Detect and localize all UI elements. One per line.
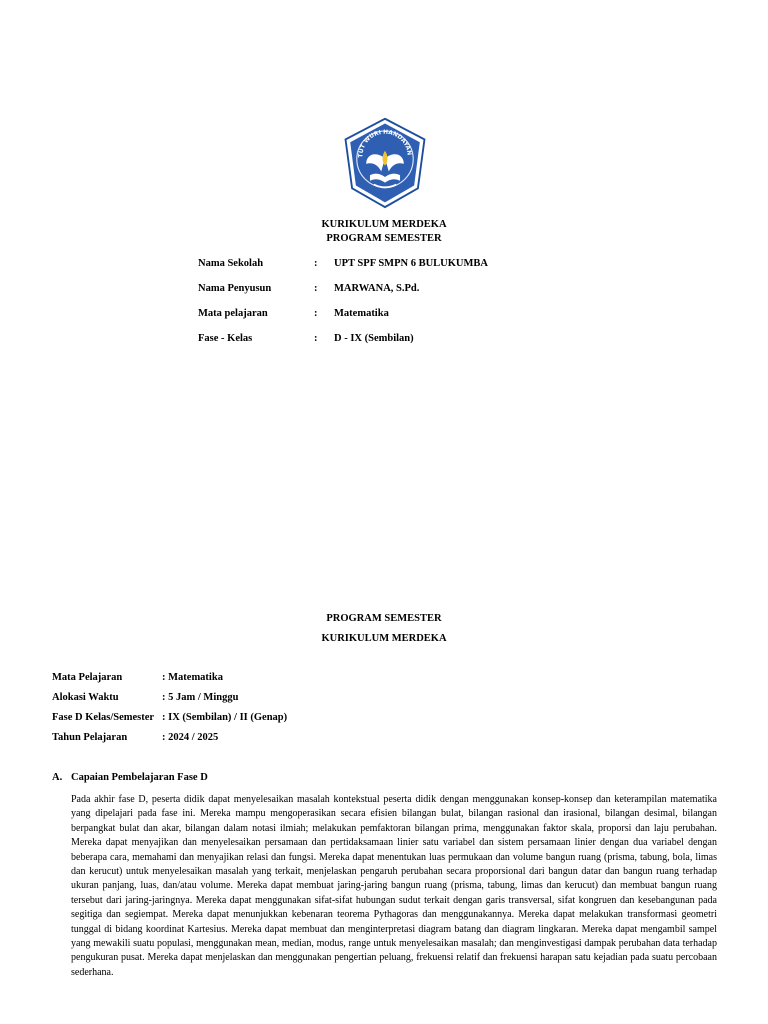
cover-row-colon: : [314, 283, 318, 294]
meta-value: : 2024 / 2025 [162, 732, 219, 743]
cover-title-line-1: KURIKULUM MERDEKA [321, 219, 447, 230]
meta-label: Alokasi Waktu [52, 692, 119, 703]
cover-row-label: Nama Sekolah [198, 258, 264, 269]
meta-value: : IX (Sembilan) / II (Genap) [162, 712, 288, 723]
cover-row-colon: : [314, 308, 318, 319]
cover-row-label: Nama Penyusun [198, 283, 272, 294]
cover-row-colon: : [314, 333, 318, 344]
meta-label: Mata Pelajaran [52, 672, 123, 683]
cover-row-value: Matematika [334, 308, 389, 319]
cover-title-line-2: PROGRAM SEMESTER [326, 233, 442, 244]
section-number: A. [52, 772, 63, 783]
doc-title-line-2: KURIKULUM MERDEKA [321, 633, 447, 644]
cover-row-label: Fase - Kelas [198, 333, 253, 344]
cover-row-value: UPT SPF SMPN 6 BULUKUMBA [334, 258, 489, 269]
meta-label: Fase D Kelas/Semester [52, 712, 155, 723]
cover-row-value: MARWANA, S.Pd. [334, 283, 420, 294]
meta-value: : Matematika [162, 672, 223, 683]
section-heading [52, 772, 208, 783]
tut-wuri-handayani-logo [338, 115, 432, 209]
cover-row-value: D - IX (Sembilan) [334, 333, 414, 344]
section-title: Capaian Pembelajaran Fase D [71, 772, 208, 783]
cover-row-label: Mata pelajaran [198, 308, 268, 319]
cover-row-colon: : [314, 258, 318, 269]
doc-title-line-1: PROGRAM SEMESTER [326, 613, 442, 624]
svg-text:TUT WURI HANDAYANI: TUT WURI HANDAYAN [358, 129, 412, 158]
meta-value: : 5 Jam / Minggu [162, 692, 239, 703]
meta-label: Tahun Pelajaran [52, 732, 128, 743]
section-paragraph: Pada akhir fase D, peserta didik dapat menyelesaikan masalah kontekstual peserta didik dengan menggunakan konsep-konsep dan keterampilan matematika yang dipelajari pada fase ini. Mereka mampu mengoperasikan secara efisien bilangan bulat, bilangan rasional dan irasional, bilangan desimal, bilangan berpangkat bulat dan akar, bilangan dalam notasi ilmiah; melakukan pemfaktoran bilangan prima, menggunakan faktor skala, proporsi dan laju perubahan. Mereka dapat menyajikan dan menyelesaikan persamaan dan pertidaksamaan linier satu variabel dan sistem persamaan linier dengan dua variabel dengan beberapa cara, memahami dan menyajikan relasi dan fungsi. Mereka dapat menentukan luas permukaan dan volume bangun ruang (prisma, tabung, bola, limas dan kerucut) untuk menyelesaikan masalah yang terkait, menjelaskan pengaruh perubahan secara proporsional dari bangun datar dan bangun ruang terhadap ukuran panjang, luas, dan/atau volume. Mereka dapat membuat jaring-jaring bangun ruang (prisma, tabung, limas dan kerucut) dan membuat bangun ruang tersebut dari jaring-jaringnya. Mereka dapat menggunakan sifat-sifat hubungan sudut terkait dengan garis transversal, sifat kongruen dan kesebangunan pada segitiga dan segiempat. Mereka dapat menunjukkan kebenaran teorema Pythagoras dan menggunakannya. Mereka dapat melakukan transformasi geometri tunggal di bidang koordinat Kartesius. Mereka dapat membuat dan menginterpretasi diagram batang dan diagram lingkaran. Mereka dapat mengambil sampel yang mewakili suatu populasi, menggunakan mean, median, modus, range untuk menyelesaikan masalah; dan menginvestigasi dampak perubahan data terhadap pengukuran pusat. Mereka dapat menjelaskan dan menggunakan pengertian peluang, frekuensi relatif dan frekuensi harapan satu kejadian pada suatu percobaan sederhana. [71, 794, 717, 978]
